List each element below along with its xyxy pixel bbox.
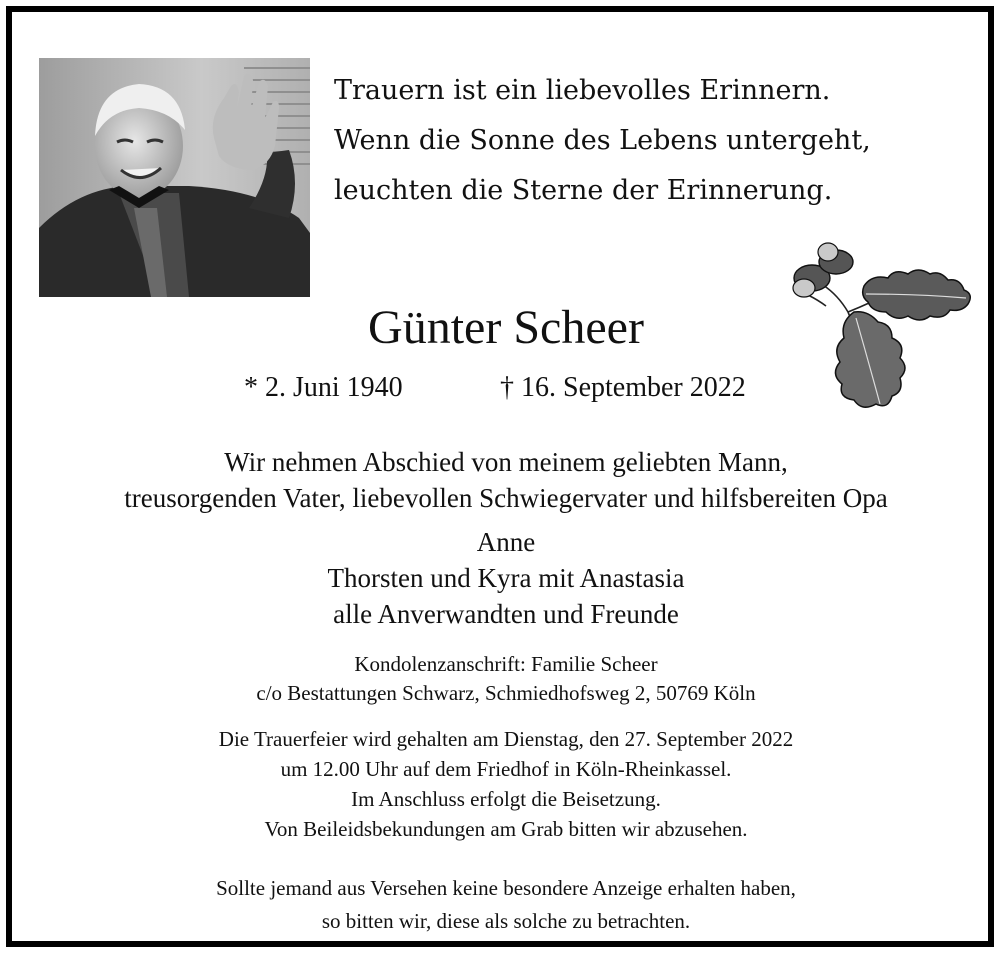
portrait-photo <box>39 58 310 297</box>
notice-text <box>12 872 1000 938</box>
condolence-address <box>12 650 1000 708</box>
obituary-card <box>6 6 994 947</box>
mourner-line: Thorsten und Kyra mit Anastasia <box>327 563 685 593</box>
life-dates <box>12 372 1000 408</box>
farewell-text <box>12 444 1000 516</box>
mourner-line: Anne <box>476 527 536 557</box>
farewell-line: treusorgenden Vater, liebevollen Schwiegervater und hilfsbereiten Opa <box>124 483 888 513</box>
ceremony-line: um 12.00 Uhr auf dem Friedhof in Köln-Rheinkassel. <box>280 757 732 781</box>
notice-line: so bitten wir, diese als solche zu betrachten. <box>321 909 691 933</box>
birth-date: * 2. Juni 1940 <box>244 372 403 403</box>
deceased-name-text: Günter Scheer <box>368 301 644 354</box>
deceased-name <box>12 298 1000 358</box>
ceremony-line: Die Trauerfeier wird gehalten am Dienstag, den 27. September 2022 <box>218 727 794 751</box>
ceremony-line: Von Beileidsbekundungen am Grab bitten wir abzusehen. <box>264 817 748 841</box>
quote-line: Wenn die Sonne des Lebens untergeht, <box>334 125 871 156</box>
notice-line: Sollte jemand aus Versehen keine besondere Anzeige erhalten haben, <box>216 876 796 900</box>
address-line: c/o Bestattungen Schwarz, Schmiedhofsweg 2, 50769 Köln <box>256 681 756 705</box>
farewell-line: Wir nehmen Abschied von meinem geliebten Mann, <box>224 447 788 477</box>
mourners-list <box>12 524 1000 632</box>
funeral-ceremony-info <box>12 724 1000 844</box>
address-line: Kondolenzanschrift: Familie Scheer <box>354 652 658 676</box>
mourner-line: alle Anverwandten und Freunde <box>333 599 679 629</box>
ceremony-line: Im Anschluss erfolgt die Beisetzung. <box>351 787 661 811</box>
quote-line: Trauern ist ein liebevolles Erinnern. <box>334 75 831 106</box>
death-date: † 16. September 2022 <box>500 372 746 403</box>
quote-line: leuchten die Sterne der Erinnerung. <box>334 175 833 206</box>
memorial-quote <box>334 66 871 216</box>
